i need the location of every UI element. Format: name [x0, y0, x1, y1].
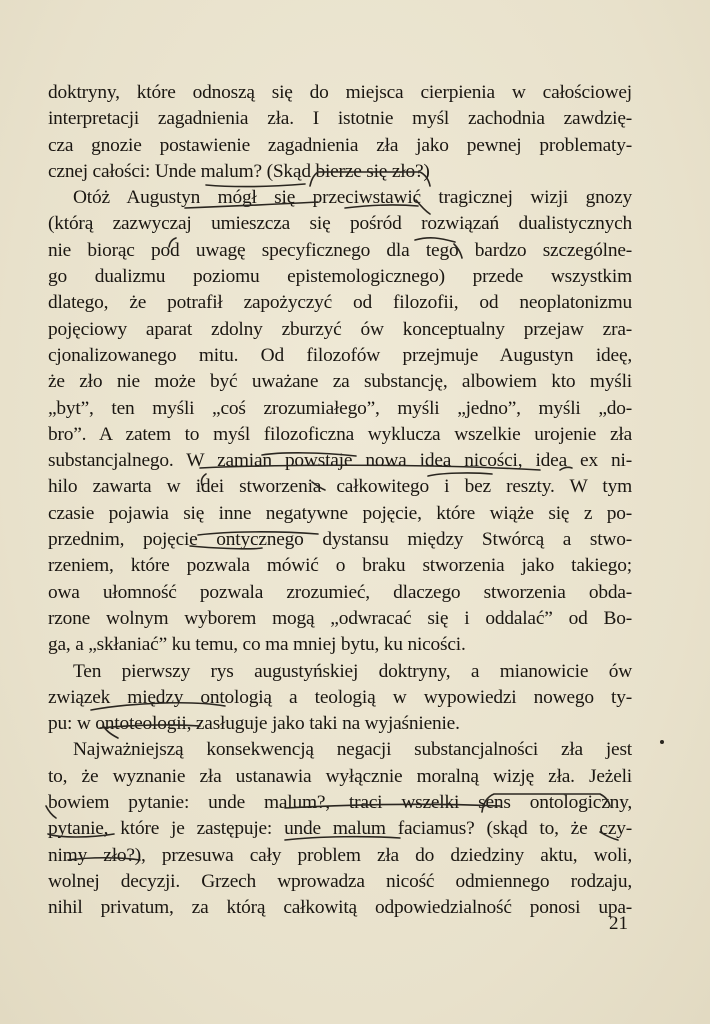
text-line: przednim, pojęcie ontycznego dystansu między Stwórcą a stwo- — [48, 529, 632, 551]
text-line: (którą zazwyczaj umieszcza się pośród rozwiązań dualistycznych — [48, 213, 632, 235]
text-line: nie biorąc pod uwagę specyficznego dla tego bardzo szczególne- — [48, 239, 632, 261]
text-line: doktryny, które odnoszą się do miejsca cierpienia w całościowej — [48, 82, 632, 103]
text-line: rzone wolnym wyborem mogą „odwracać się i oddalać” od Bo- — [48, 607, 632, 629]
text-line: cjonalizowanego mitu. Od filozofów przejmuje Augustyn ideę, — [48, 344, 632, 366]
text-line: Otóż Augustyn mógł się przeciwstawić tragicznej wizji gnozy — [73, 187, 632, 209]
text-line: Ten pierwszy rys augustyńskiej doktryny, a mianowicie ów — [73, 660, 632, 682]
text-line: związek między ontologią a teologią w wypowiedzi nowego ty- — [48, 686, 632, 708]
page-number: 21 — [609, 913, 628, 934]
text-line: owa ułomność pozwala zrozumieć, dlaczego stworzenia obda- — [48, 581, 632, 603]
margin-dot-mark — [660, 740, 664, 744]
text-line: cznej całości: Unde malum? (Skąd bierze się zło?) — [48, 160, 430, 182]
text-line: cza gnozie postawienie zagadnienia zła jako pewnej problematy- — [48, 134, 632, 156]
text-line: substancjalnego. W zamian powstaje nowa idea nicości, idea ex ni- — [48, 450, 632, 472]
text-line: bro”. A zatem to myśl filozoficzna wyklucza wszelkie urojenie zła — [48, 423, 632, 445]
text-line: hilo zawarta w idei stworzenia całkowitego i bez reszty. W tym — [48, 476, 632, 498]
text-line: pu: w ontoteologii, zasługuje jako taki na wyjaśnienie. — [48, 713, 460, 735]
text-line: bowiem pytanie: unde malum?, traci wszelki sens ontologiczny, — [48, 792, 632, 814]
text-line: że zło nie może być uważane za substancję, albowiem kto myśli — [48, 371, 632, 393]
text-line: to, że wyznanie zła ustanawia wyłącznie moralną wizję zła. Jeżeli — [48, 765, 632, 787]
text-line: nimy zło?), przesuwa cały problem zła do dziedziny aktu, woli, — [48, 844, 632, 866]
text-line: czasie pojawia się inne negatywne pojęcie, które wiąże się z po- — [48, 502, 632, 524]
text-line: ga, a „skłaniać” ku temu, co ma mniej bytu, ku nicości. — [48, 634, 466, 656]
text-line: pytanie, które je zastępuje: unde malum faciamus? (skąd to, że czy- — [48, 818, 632, 840]
text-line: pojęciowy aparat zdolny zburzyć ów konceptualny przejaw zra- — [48, 318, 632, 340]
text-line: wolnej decyzji. Grzech wprowadza nicość odmiennego rodzaju, — [48, 870, 632, 892]
text-line: go dualizmu poziomu epistemologicznego) przede wszystkim — [48, 266, 632, 288]
body-text — [48, 80, 632, 922]
text-line: rzeniem, które pozwala mówić o braku stworzenia jako takiego; — [48, 555, 632, 577]
text-line: dlatego, że potrafił zapożyczyć od filozofii, od neoplatonizmu — [48, 292, 632, 314]
text-line: „byt”, ten myśli „coś zrozumiałego”, myśli „jedno”, myśli „do- — [48, 397, 632, 419]
text-line: nihil privatum, za którą całkowitą odpowiedzialność ponosi upa- — [48, 897, 632, 919]
text-line: Najważniejszą konsekwencją negacji substancjalności zła jest — [73, 739, 632, 761]
text-line: interpretacji zagadnienia zła. I istotnie myśl zachodnia zawdzię- — [48, 108, 632, 130]
